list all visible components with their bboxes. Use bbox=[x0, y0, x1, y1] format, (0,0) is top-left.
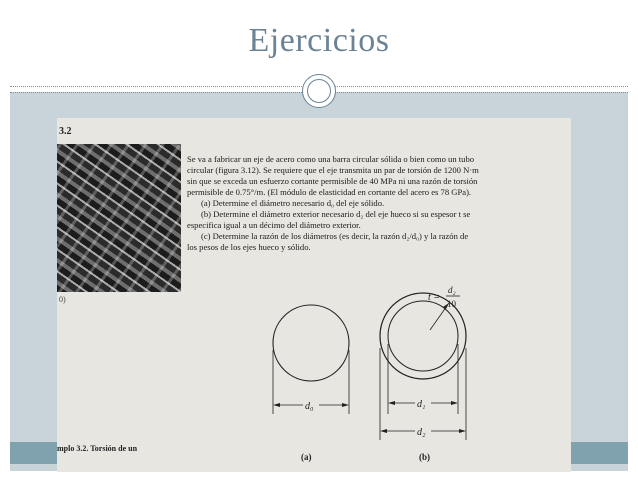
problem-part-c: (c) Determine la razón de los diámetros (es decir, la razón d₂/d₀) y la razón de bbox=[201, 231, 469, 241]
figure-label-b: (b) bbox=[419, 452, 430, 462]
problem-line: los pesos de los ejes hueco y sólido. bbox=[187, 242, 311, 252]
thickness-denominator: 10 bbox=[447, 299, 456, 309]
figure-caption: mplo 3.2. Torsión de un bbox=[57, 444, 138, 453]
hollow-shaft-inner-circle bbox=[388, 301, 458, 371]
thickness-label: t = bbox=[428, 292, 441, 303]
problem-line: especifica igual a un décimo del diámetro exterior. bbox=[187, 220, 361, 230]
problem-line: sin que se exceda un esfuerzo cortante permisible de 40 MPa ni una razón de torsión bbox=[187, 176, 478, 186]
figure-label-a: (a) bbox=[301, 452, 312, 462]
problem-part-b: (b) Determine el diámetro exterior necesario d₂ del eje hueco si su espesor t se bbox=[201, 209, 471, 219]
d2-label: d₂ bbox=[417, 427, 426, 438]
problem-line: Se va a fabricar un eje de acero como una barra circular sólida o bien como un tubo bbox=[187, 154, 475, 164]
solid-shaft-circle bbox=[273, 305, 349, 381]
d1-label: d₁ bbox=[417, 399, 426, 410]
scanned-textbook-page bbox=[57, 118, 571, 472]
shaft-cross-section-diagram bbox=[57, 118, 571, 472]
circle-ornament-icon bbox=[302, 74, 336, 108]
problem-line: circular (figura 3.12). Se requiere que el eje transmita un par de torsión de 1200 N·m bbox=[187, 165, 479, 175]
problem-line: permisible de 0.75°/m. (El módulo de elasticidad en cortante del acero es 78 GPa). bbox=[187, 187, 472, 197]
d0-label: d₀ bbox=[305, 401, 314, 412]
thickness-numerator: d₂ bbox=[448, 285, 456, 295]
slide-title: Ejercicios bbox=[248, 22, 390, 59]
problem-part-a: (a) Determine el diámetro necesario d₀ del eje sólido. bbox=[201, 198, 385, 208]
margin-mark: 0) bbox=[59, 295, 66, 304]
section-number: 3.2 bbox=[59, 126, 72, 137]
